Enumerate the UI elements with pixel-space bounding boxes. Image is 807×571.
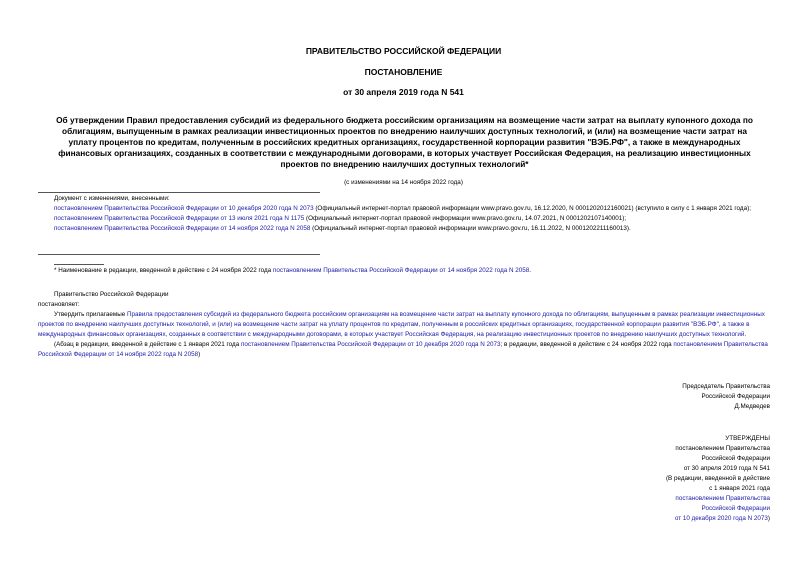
- amendment-item: [38, 204, 770, 214]
- government-subject: Правительство Российской Федерации: [54, 291, 169, 298]
- approved-end: ): [767, 515, 770, 522]
- signature-position: Председатель Правительства: [682, 383, 770, 390]
- footnote-text: * Наименование в редакции, введенной в действие с 24 ноября 2022 года: [54, 267, 273, 274]
- approve-pre: Утвердить прилагаемые: [54, 311, 127, 318]
- edition-mid: ; в редакции, введенной в действие с 24 ноября 2022 года: [500, 341, 674, 348]
- amendment-details: (Официальный интернет-портал правовой информации www.pravo.gov.ru, 16.11.2022, N 0001202211160013).: [310, 225, 631, 232]
- edition-end: ): [198, 351, 201, 358]
- amendment-link[interactable]: постановлением Правительства Российской Федерации от 14 ноября 2022 года N 2058: [54, 225, 311, 232]
- divider-mid: [38, 254, 320, 255]
- rules-link[interactable]: Правила предоставления субсидий из федерального бюджета российским организациям на возмещение части затрат на выплату купонного дохода по облигациям, выпущенным в рамках реализации инвестиционных проектов по внедрению наилучших доступных технологий, и (или) на возмещение части затрат на уплату процентов по кредитам, полученным в российских кредитных организациях, государственной корпорации развития "ВЭБ.РФ", а также в международных финансовых организациях, созданных в соответствии с международными договорами, в которых участвует Российская Федерация, на реализацию инвестиционных проектов по внедрению наилучших доступных технологий: [38, 311, 765, 338]
- document-title: Об утверждении Правил предоставления субсидий из федерального бюджета российским организациям на возмещение части затрат на выплату купонного дохода по облигациям, выпущенным в рамках реализации инвестиционных проектов по внедрению наилучших доступных технологий, и (или) на возмещение части затрат на уплату процентов по кредитам, полученным в российских кредитных организациях, государственной корпорации развития "ВЭБ.РФ", а также в международных финансовых организациях, созданных в соответствии с международными договорами, в которых участвует Российская Федерация, на реализацию инвестиционных проектов по внедрению наилучших доступных технологий*: [56, 115, 753, 169]
- document-type: ПОСТАНОВЛЕНИЕ: [364, 67, 443, 77]
- edition-link-2058[interactable]: постановлением Правительства Российской Федерации от 14 ноября 2022 года N 2058: [38, 341, 768, 358]
- footnote-link[interactable]: постановлением Правительства Российской Федерации от 14 ноября 2022 года N 2058: [272, 267, 530, 274]
- body-block: [38, 290, 770, 360]
- amendment-item: [38, 214, 770, 224]
- amendment-link[interactable]: постановлением Правительства Российской Федерации от 13 июля 2021 года N 1175: [54, 215, 305, 222]
- amendment-link[interactable]: постановлением Правительства Российской Федерации от 10 декабря 2020 года N 2073: [54, 205, 314, 212]
- approve-paragraph: [38, 310, 770, 340]
- approved-block: [500, 434, 770, 524]
- approved-line: постановлением Правительства: [675, 445, 770, 452]
- approved-line: от 30 апреля 2019 года N 541: [683, 465, 770, 472]
- amendments-block: [38, 194, 770, 234]
- amendment-details: (Официальный интернет-портал правовой информации www.pravo.gov.ru, 16.12.2020, N 0001202012160021) (вступило в силу с 1 января 2021 года);: [313, 205, 751, 212]
- signature-name: Д.Медведев: [734, 403, 770, 410]
- approved-link-line[interactable]: Российской Федерации: [701, 505, 770, 512]
- edition-pre: (Абзац в редакции, введенной в действие с 1 января 2021 года: [54, 341, 241, 348]
- signature-block: [500, 382, 770, 412]
- decides-label: постановляет:: [38, 301, 80, 308]
- approved-edition-line: с 1 января 2021 года: [709, 485, 770, 492]
- amendments-intro: Документ с изменениями, внесенными:: [54, 195, 170, 202]
- changes-note: (с изменениями на 14 ноября 2022 года): [344, 179, 463, 186]
- approved-heading: УТВЕРЖДЕНЫ: [725, 435, 770, 442]
- approved-link-line[interactable]: постановлением Правительства: [675, 495, 770, 502]
- amendment-details: (Официальный интернет-портал правовой информации www.pravo.gov.ru, 14.07.2021, N 0001202107140001);: [304, 215, 627, 222]
- signature-country: Российской Федерации: [701, 393, 770, 400]
- approve-end: .: [744, 331, 747, 338]
- footnote-end: .: [529, 267, 532, 274]
- divider-top: [38, 192, 320, 193]
- footnote: [54, 266, 770, 276]
- government-heading: ПРАВИТЕЛЬСТВО РОССИЙСКОЙ ФЕДЕРАЦИИ: [305, 46, 502, 56]
- amendment-item: [38, 224, 770, 234]
- footnote-divider: [54, 264, 104, 265]
- document-date-number: от 30 апреля 2019 года N 541: [343, 87, 464, 97]
- approved-link-line[interactable]: от 10 декабря 2020 года N 2073: [674, 515, 768, 522]
- approved-line: Российской Федерации: [701, 455, 770, 462]
- edition-link-2073[interactable]: постановлением Правительства Российской Федерации от 10 декабря 2020 года N 2073: [240, 341, 501, 348]
- paragraph-edition-note: [38, 340, 770, 360]
- approved-edition-line: (В редакции, введенной в действие: [665, 475, 770, 482]
